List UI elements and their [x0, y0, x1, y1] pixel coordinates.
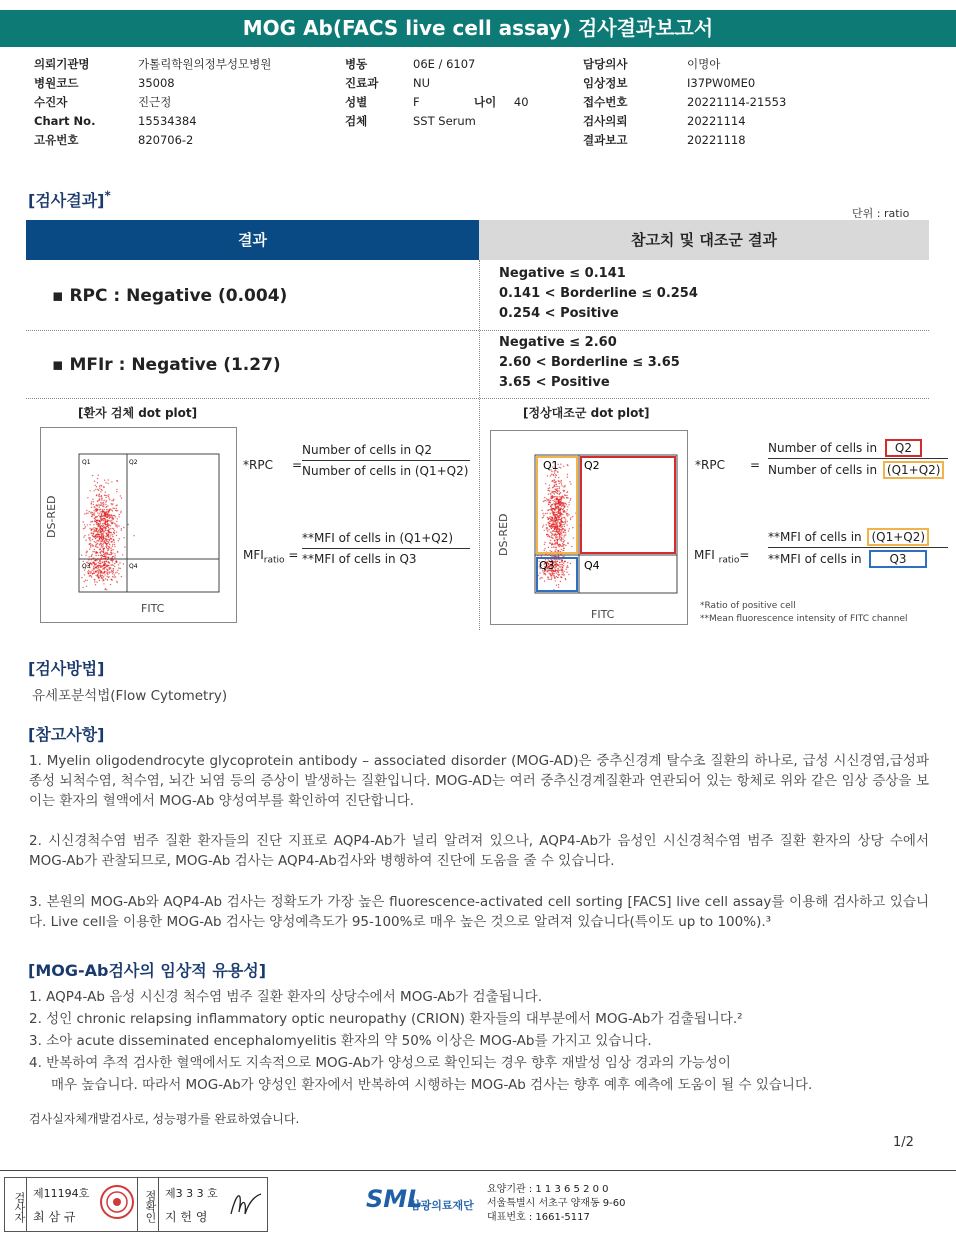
- info-label: 병동: [345, 57, 368, 71]
- q2-label: Q2: [129, 459, 138, 466]
- confirm-no: 제3 3 3 호: [165, 1187, 218, 1200]
- info-label: 검사의뢰: [583, 114, 628, 128]
- info-value: 이명아: [687, 57, 721, 71]
- info-col-3: [583, 55, 833, 150]
- info-label: 담당의사: [583, 57, 628, 71]
- list-item: 2. 성인 chronic relapsing inflammatory optic neuropathy (CRION) 환자들의 대부분에서 MOG-Ab가 검출됩니다.²: [29, 1011, 743, 1027]
- tester-name: 최 삼 규: [33, 1210, 76, 1224]
- info-value: 20221114-21553: [687, 95, 787, 109]
- rpc-formula: [302, 443, 470, 478]
- y-axis-label: DS-RED: [45, 495, 58, 538]
- info-label: 임상정보: [583, 76, 628, 90]
- footer-rule: [0, 1170, 956, 1171]
- rpc-formula-label: *RPC: [243, 458, 273, 472]
- info-value: 가톨릭학원의정부성모병원: [138, 57, 272, 71]
- info-label: 접수번호: [583, 95, 628, 109]
- q1q2-box: (Q1+Q2): [883, 461, 945, 479]
- q4-label: Q4: [584, 559, 600, 572]
- method-text: 유세포분석법(Flow Cytometry): [32, 688, 228, 704]
- method-title: [검사방법]: [28, 659, 105, 678]
- info-value: 06E / 6107: [413, 57, 476, 71]
- control-dot-plot: [490, 430, 688, 625]
- q3-box: Q3: [869, 550, 926, 568]
- info-row: [583, 112, 833, 131]
- mfi-numerator: **MFI of cells in (Q1+Q2): [302, 531, 470, 549]
- info-label: 수진자: [34, 95, 68, 109]
- seal-icon: [99, 1184, 135, 1220]
- x-axis-label: FITC: [141, 602, 165, 615]
- page-number: 1/2: [893, 1135, 914, 1150]
- mfir-reference: Negative ≤ 2.60 2.60 < Borderline ≤ 3.65 3.65 < Positive: [499, 335, 680, 390]
- info-label: 성별: [345, 95, 368, 109]
- info-row: [583, 131, 833, 150]
- signature-table: [4, 1177, 268, 1232]
- info-label: 진료과: [345, 76, 379, 90]
- confirm-name: 지 헌 영: [165, 1210, 208, 1224]
- age-field: 나이 40: [474, 95, 529, 109]
- mfi-formula: [302, 531, 470, 566]
- patient-plot-svg: [41, 428, 236, 622]
- rpc-result: ▪ RPC : Negative (0.004): [52, 286, 288, 306]
- info-row: [583, 74, 833, 93]
- ctrl-rpc-label: *RPC: [695, 458, 725, 472]
- q3-label: Q3: [539, 559, 555, 572]
- info-col-2: [345, 55, 565, 131]
- list-item: 1. AQP4-Ab 음성 시신경 척수염 범주 질환 환자의 상당수에서 MOG-Ab가 검출됩니다.: [29, 989, 542, 1005]
- report-title: MOG Ab(FACS live cell assay) 검사결과보고서: [0, 10, 956, 47]
- info-row: [345, 55, 565, 74]
- info-value: F: [413, 95, 420, 109]
- list-item: 3. 소아 acute disseminated encephalomyelitis 환자의 약 50% 이상은 MOG-Ab를 가지고 있습니다.: [29, 1033, 652, 1049]
- note-paragraph-2: 2. 시신경척수염 범주 질환 환자들의 진단 지표로 AQP4-Ab가 널리 알려져 있으나, AQP4-Ab가 음성인 시신경척수염 범주 질환 환자의 상당 수에서 MOG-Ab가 관찰되므로, MOG-Ab 검사는 AQP4-Ab검사와 병행하여 진단에 도움을 줄 수 있습니다.: [29, 833, 929, 869]
- info-label: Chart No.: [34, 114, 96, 128]
- info-row: [345, 93, 565, 112]
- equals-sign: =: [292, 458, 303, 472]
- info-col-1: [34, 55, 294, 150]
- reference-header: 참고치 및 대조군 결과: [479, 220, 929, 260]
- mfir-result: ▪ MFIr : Negative (1.27): [52, 355, 281, 375]
- info-row: [345, 112, 565, 131]
- control-plot-title: [정상대조군 dot plot]: [523, 406, 650, 420]
- info-row: [34, 131, 294, 150]
- mfi-denominator: **MFI of cells in Q3: [302, 552, 417, 566]
- unit-label: 단위 : ratio: [852, 207, 910, 220]
- utility-list: [29, 986, 934, 1096]
- info-value: 35008: [138, 76, 175, 90]
- list-item: 4. 반복하여 추적 검사한 혈액에서도 지속적으로 MOG-Ab가 양성으로 확인되는 경우 향후 재발성 임상 경과의 가능성이: [29, 1055, 731, 1071]
- info-label: 의뢰기관명: [34, 57, 90, 71]
- info-value: 진근정: [138, 95, 172, 109]
- x-axis-label: FITC: [591, 608, 615, 621]
- info-row: [583, 93, 833, 112]
- notes-title: [참고사항]: [28, 725, 105, 744]
- note-paragraph-3: 3. 본원의 MOG-Ab와 AQP4-Ab 검사는 정확도가 가장 높은 fluorescence-activated cell sorting [FACS] live cell assay를 이용해 검사하고 있습니다. Live cell을 이용한 MOG-Ab 검사는 양성예측도가 95-100%로 매우 높은 것으로 알려져 있습니다(특이도 up to 100%).³: [29, 894, 929, 930]
- info-row: [34, 93, 294, 112]
- ctrl-mfi-formula: **MFI of cells in (Q1+Q2) **MFI of cells in Q3: [768, 530, 948, 566]
- note-paragraph-1: 1. Myelin oligodendrocyte glycoprotein antibody – associated disorder (MOG-AD)은 중추신경계 탈수초 질환의 하나로, 급성 시신경염,급성파종성 뇌척수염, 척수염, 뇌간 뇌염 등의 증상이 발생하는 질환입니다. MOG-AD는 여러 중추신경계질환과 연관되어 있는 항체로 위와 같은 임상 증상을 보이는 환자의 혈액에서 MOG-Ab 양성여부를 확인하여 진단합니다.: [29, 753, 929, 809]
- info-value: 15534384: [138, 114, 197, 128]
- rpc-reference: Negative ≤ 0.141 0.141 < Borderline ≤ 0.254 0.254 < Positive: [499, 266, 698, 321]
- column-divider: [479, 260, 480, 630]
- sml-logo: SML: [366, 1185, 423, 1213]
- q2-box: Q2: [885, 439, 922, 457]
- info-row: [34, 74, 294, 93]
- row-divider: [26, 398, 929, 399]
- y-axis-label: DS-RED: [497, 513, 510, 556]
- result-header: 결과: [26, 220, 479, 260]
- info-value: NU: [413, 76, 431, 90]
- info-value: 820706-2: [138, 133, 194, 147]
- utility-title: [MOG-Ab검사의 임상적 유용성]: [28, 961, 267, 980]
- row-divider: [26, 330, 929, 331]
- info-label: 고유번호: [34, 133, 79, 147]
- patient-plot-title: [환자 검체 dot plot]: [78, 406, 198, 420]
- list-item: 매우 높습니다. 따라서 MOG-Ab가 양성인 환자에서 반복하여 시행하는 MOG-Ab 검사는 향후 예후 예측에 도움이 될 수 있습니다.: [51, 1077, 813, 1093]
- ctrl-mfi-label: MFI $_{ratio}$=: [694, 548, 750, 566]
- info-value: SST Serum: [413, 114, 476, 128]
- tester-label: 검사자: [5, 1178, 27, 1231]
- signature-icon: [227, 1186, 265, 1222]
- info-row: [34, 55, 294, 74]
- rpc-denominator: Number of cells in (Q1+Q2): [302, 464, 469, 478]
- q1q2-box: (Q1+Q2): [867, 528, 929, 546]
- org-address: 요양기관 : 1 1 3 6 5 2 0 0 서울특별시 서초구 양재동 9-60 대표번호 : 1661-5117: [487, 1184, 626, 1223]
- q4-label: Q4: [129, 563, 138, 570]
- info-row: [34, 112, 294, 131]
- info-value: I37PW0ME0: [687, 76, 756, 90]
- info-label: 검체: [345, 114, 368, 128]
- footnotes: *Ratio of positive cell **Mean fluorescence intensity of FITC channel: [700, 601, 908, 624]
- closing-note: 검사실자체개발검사로, 성능평가를 완료하였습니다.: [29, 1112, 300, 1126]
- confirm-label: 점확인: [137, 1178, 159, 1231]
- control-plot-svg: [491, 431, 687, 624]
- mfi-formula-label: $MFI_{ratio}$ =: [243, 548, 299, 566]
- ctrl-rpc-formula: Number of cells in Q2 Number of cells in (Q1+Q2): [768, 441, 948, 477]
- q1-label: Q1: [543, 459, 559, 472]
- info-value: 20221118: [687, 133, 746, 147]
- q1-label: Q1: [82, 459, 91, 466]
- patient-dot-plot: [40, 427, 237, 623]
- info-value: 20221114: [687, 114, 746, 128]
- rpc-numerator: Number of cells in Q2: [302, 443, 470, 461]
- info-row: [583, 55, 833, 74]
- q2-label: Q2: [584, 459, 600, 472]
- info-label: 결과보고: [583, 133, 628, 147]
- tester-no: 제11194호: [33, 1187, 90, 1200]
- results-section-title: [검사결과]*: [28, 188, 111, 210]
- equals-sign: =: [750, 458, 761, 472]
- q3-label: Q3: [82, 563, 91, 570]
- info-label: 병원코드: [34, 76, 79, 90]
- info-row: [345, 74, 565, 93]
- org-name: 삼광의료재단: [410, 1199, 474, 1212]
